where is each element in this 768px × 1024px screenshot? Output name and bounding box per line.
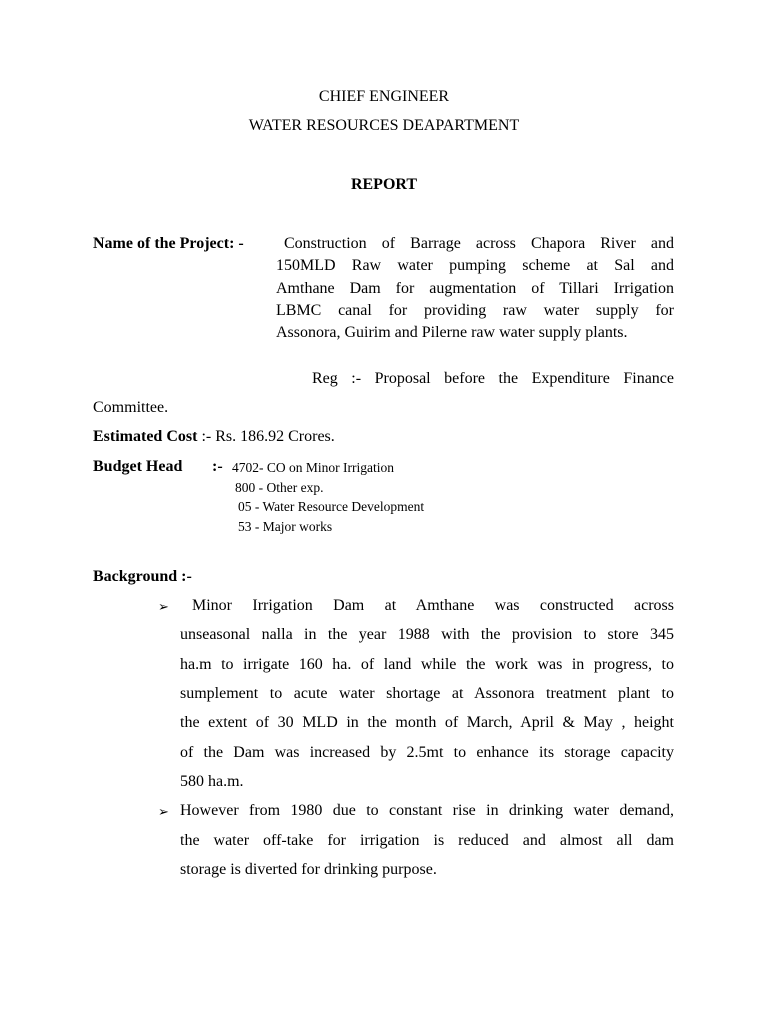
budget-head-label: Budget Head [93, 458, 183, 475]
project-label: Name of the Project: - [93, 235, 244, 252]
bullet1-line-3: ha.m to irrigate 160 ha. of land while the work was in progress, to [180, 656, 674, 673]
project-line-5: Assonora, Guirim and Pilerne raw water supply plants. [276, 324, 628, 341]
estimated-cost-label: Estimated Cost [93, 428, 198, 445]
reg-line-2: Committee. [93, 399, 169, 416]
background-heading: Background :- [93, 568, 192, 585]
bullet2-line-2: the water off-take for irrigation is reduced and almost all dam [180, 832, 674, 849]
bullet1-line-4: sumplement to acute water shortage at Assonora treatment plant to [180, 685, 674, 702]
bullet2-line-3: storage is diverted for drinking purpose. [180, 861, 437, 878]
arrow-bullet-icon: ➢ [158, 599, 169, 614]
project-line-4: LBMC canal for providing raw water supply for [276, 302, 674, 319]
budget-head-separator: :- [212, 458, 223, 475]
budget-line-4: 53 - Major works [238, 519, 333, 534]
budget-line-2: 800 - Other exp. [235, 480, 324, 495]
estimated-cost-value: :- Rs. 186.92 Crores. [201, 428, 335, 445]
bullet1-line-2: unseasonal nalla in the year 1988 with the provision to store 345 [180, 626, 674, 643]
estimated-cost [93, 428, 335, 446]
report-title: REPORT [350, 176, 418, 193]
project-line-1: Construction of Barrage across Chapora River and [284, 235, 674, 252]
header-line-2: WATER RESOURCES DEAPARTMENT [248, 117, 520, 134]
bullet2-line-1: However from 1980 due to constant rise in drinking water demand, [180, 802, 674, 819]
bullet1-line-6: of the Dam was increased by 2.5mt to enhance its storage capacity [180, 744, 674, 761]
reg-line-1: Reg :- Proposal before the Expenditure Finance [312, 370, 674, 387]
header-line-1: CHIEF ENGINEER [318, 88, 450, 105]
bullet1-line-7: 580 ha.m. [180, 773, 244, 790]
bullet1-line-1: Minor Irrigation Dam at Amthane was constructed across [192, 597, 674, 614]
project-line-2: 150MLD Raw water pumping scheme at Sal and [276, 257, 674, 274]
arrow-bullet-icon: ➢ [158, 804, 169, 819]
project-line-3: Amthane Dam for augmentation of Tillari Irrigation [276, 280, 674, 297]
bullet1-line-5: the extent of 30 MLD in the month of March, April & May , height [180, 714, 674, 731]
budget-line-1: 4702- CO on Minor Irrigation [232, 460, 394, 475]
budget-line-3: 05 - Water Resource Development [238, 499, 425, 514]
